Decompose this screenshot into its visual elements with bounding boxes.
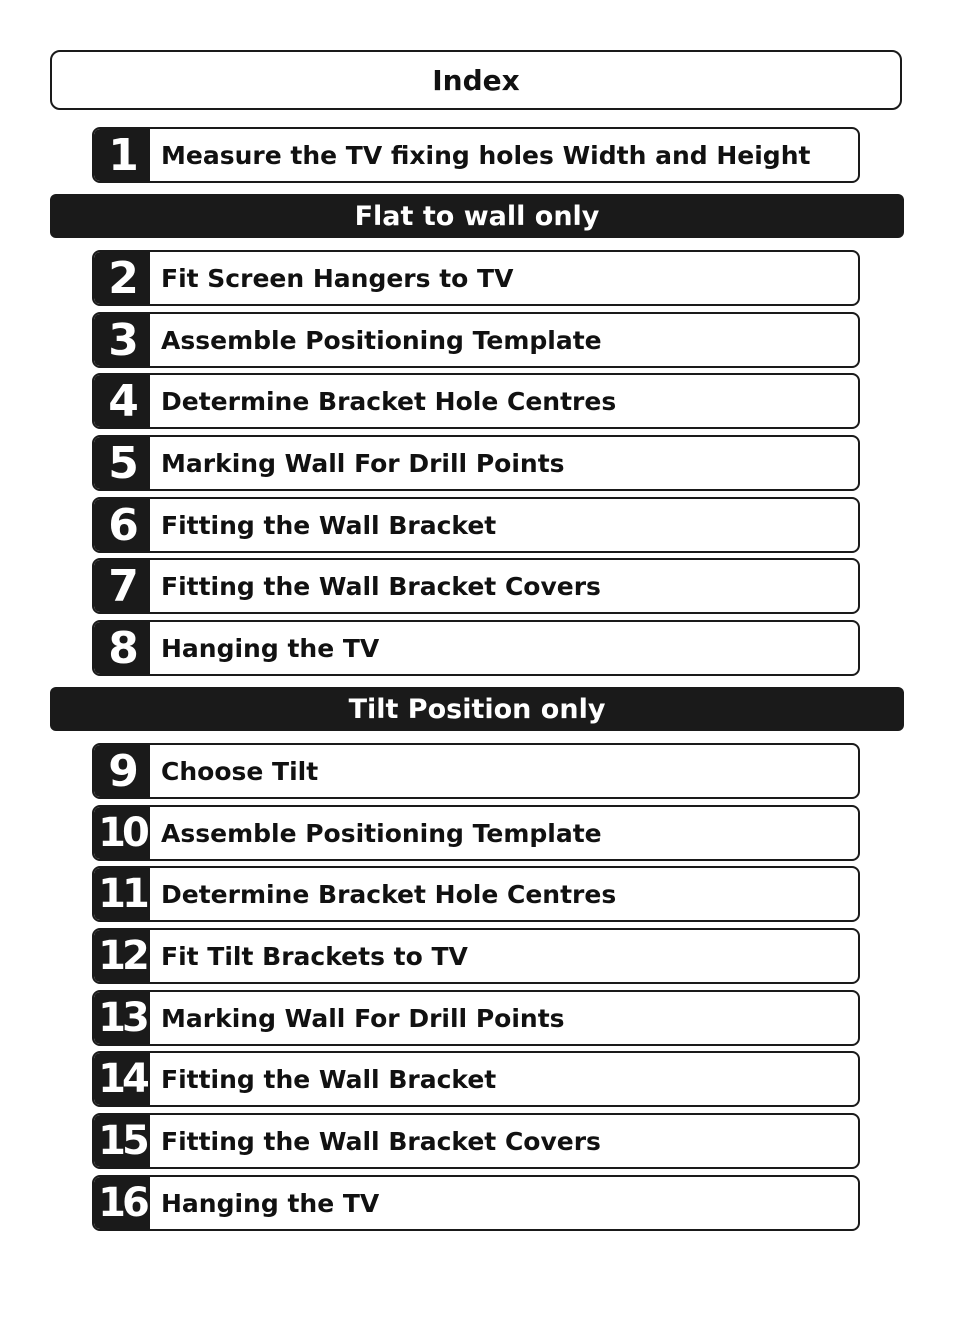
step-label: Marking Wall For Drill Points (161, 1003, 565, 1033)
step-1[interactable] (92, 127, 860, 183)
step-number: 11 (94, 868, 150, 920)
step-label: Fit Tilt Brackets to TV (161, 941, 468, 971)
step-5[interactable] (92, 435, 860, 491)
step-6[interactable] (92, 497, 860, 553)
step-number: 9 (94, 745, 150, 797)
step-number: 2 (94, 252, 150, 304)
step-16[interactable] (92, 1175, 860, 1231)
step-label: Hanging the TV (161, 1188, 380, 1218)
step-2[interactable] (92, 250, 860, 306)
step-label: Assemble Positioning Template (161, 818, 602, 848)
step-15[interactable] (92, 1113, 860, 1169)
step-4[interactable] (92, 373, 860, 429)
step-label: Hanging the TV (161, 633, 380, 663)
step-9[interactable] (92, 743, 860, 799)
step-number: 15 (94, 1115, 150, 1167)
step-number: 1 (94, 129, 150, 181)
step-label: Fitting the Wall Bracket (161, 510, 497, 540)
step-number: 3 (94, 314, 150, 366)
step-number: 16 (94, 1177, 150, 1229)
step-label: Measure the TV fixing holes Width and Height (161, 140, 811, 170)
step-label: Fitting the Wall Bracket (161, 1064, 497, 1094)
step-number: 7 (94, 560, 150, 612)
step-13[interactable] (92, 990, 860, 1046)
step-12[interactable] (92, 928, 860, 984)
step-label: Marking Wall For Drill Points (161, 448, 565, 478)
step-number: 12 (94, 930, 150, 982)
step-10[interactable] (92, 805, 860, 861)
step-number: 8 (94, 622, 150, 674)
step-label: Fitting the Wall Bracket Covers (161, 571, 601, 601)
step-3[interactable] (92, 312, 860, 368)
step-number: 4 (94, 375, 150, 427)
step-label: Fit Screen Hangers to TV (161, 263, 514, 293)
step-label: Assemble Positioning Template (161, 325, 602, 355)
step-number: 14 (94, 1053, 150, 1105)
step-number: 10 (94, 807, 150, 859)
section-header-tilt-position: Tilt Position only (50, 687, 904, 731)
step-label: Determine Bracket Hole Centres (161, 386, 617, 416)
step-label: Determine Bracket Hole Centres (161, 879, 617, 909)
index-title: Index (50, 50, 902, 110)
step-8[interactable] (92, 620, 860, 676)
step-11[interactable] (92, 866, 860, 922)
step-number: 6 (94, 499, 150, 551)
step-14[interactable] (92, 1051, 860, 1107)
section-header-flat-to-wall: Flat to wall only (50, 194, 904, 238)
step-label: Choose Tilt (161, 756, 319, 786)
step-label: Fitting the Wall Bracket Covers (161, 1126, 601, 1156)
step-number: 5 (94, 437, 150, 489)
step-7[interactable] (92, 558, 860, 614)
step-number: 13 (94, 992, 150, 1044)
